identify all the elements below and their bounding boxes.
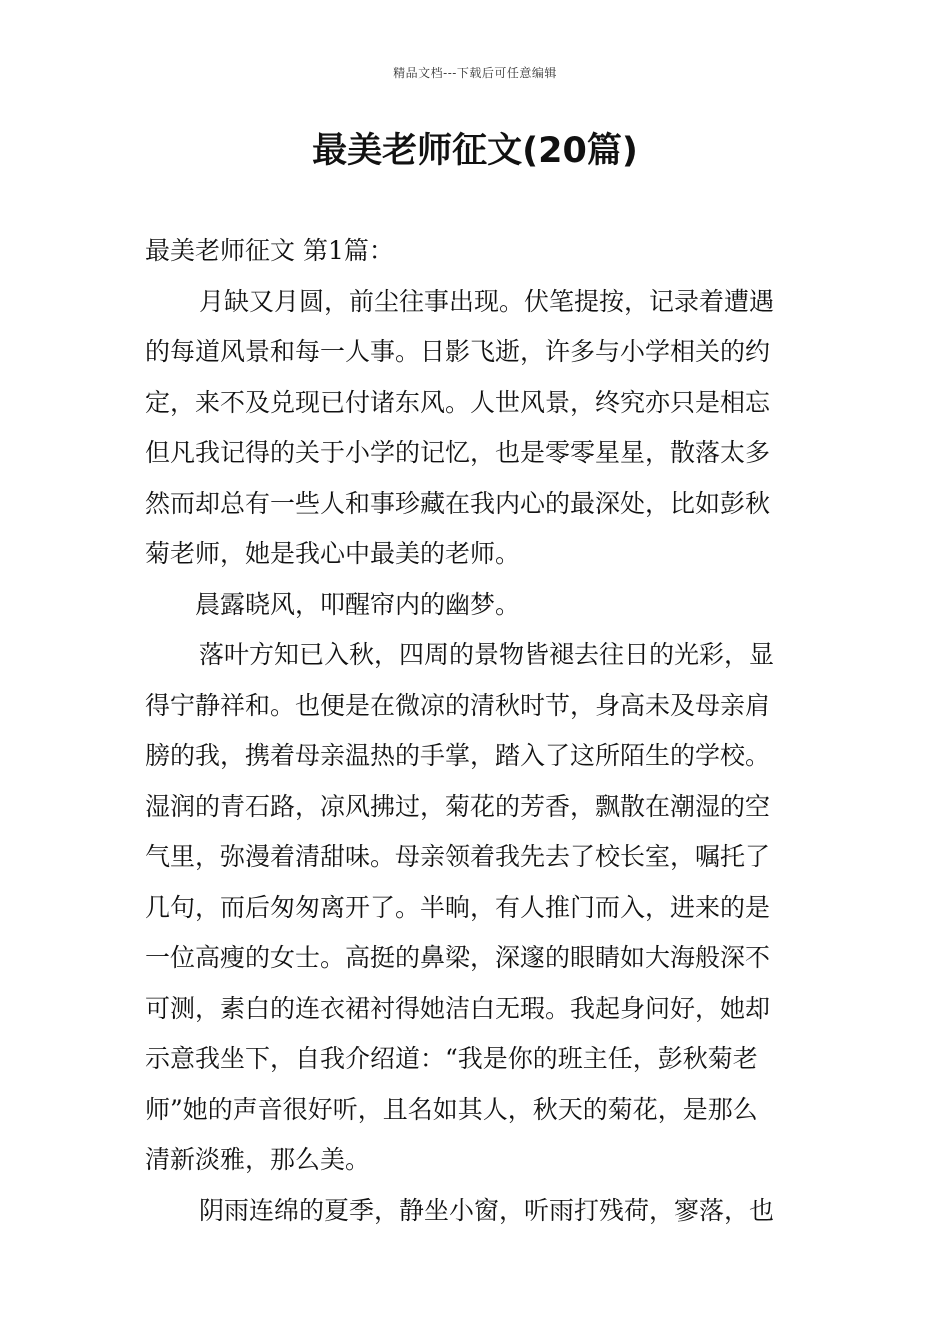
paragraph-line: 师”她的声音很好听，且名如其人，秋天的菊花，是那么 — [145, 1094, 758, 1124]
paragraph-2 — [145, 580, 807, 631]
paragraph-line: 但凡我记得的关于小学的记忆，也是零零星星，散落太多 — [145, 438, 771, 467]
paragraph-line: 清新淡雅，那么美。 — [145, 1145, 371, 1174]
paragraph-line: 然而却总有一些人和事珍藏在我内心的最深处，比如彭秋 — [145, 488, 771, 518]
paragraph-line: 得宁静祥和。也便是在微凉的清秋时节，身高未及母亲肩 — [145, 690, 771, 720]
paragraph-line: 菊老师，她是我心中最美的老师。 — [145, 539, 521, 568]
paragraph-line: 几句，而后匆匆离开了。半晌，有人推门而入，进来的是 — [145, 892, 771, 922]
paragraph-line: 膀的我，携着母亲温热的手掌，踏入了这所陌生的学校。 — [145, 741, 771, 770]
paragraph-line: 湿润的青石路，凉风拂过，菊花的芳香，飘散在潮湿的空 — [145, 791, 771, 821]
document-body — [145, 226, 807, 1236]
paragraph-3 — [145, 630, 807, 1186]
section-heading: 最美老师征文 第1篇： — [145, 236, 394, 265]
paragraph-1 — [145, 277, 807, 580]
paragraph-line: 定，来不及兑现已付诸东风。人世风景，终究亦只是相忘 — [145, 387, 771, 417]
paragraph-line: 月缺又月圆，前尘往事出现。伏笔提按，记录着遭遇 — [199, 286, 775, 316]
paragraph-line: 阴雨连绵的夏季，静坐小窗，听雨打残荷，寥落，也 — [199, 1195, 775, 1225]
paragraph-line: 晨露晓风，叩醒帘内的幽梦。 — [195, 589, 521, 619]
page-header: 精品文档---下载后可任意编辑 — [393, 66, 557, 80]
paragraph-4 — [145, 1186, 807, 1237]
paragraph-line: 的每道风景和每一人事。日影飞逝，许多与小学相关的约 — [145, 337, 771, 366]
paragraph-line: 一位高瘦的女士。高挺的鼻梁，深邃的眼睛如大海般深不 — [145, 943, 771, 972]
paragraph-line: 气里，弥漫着清甜味。母亲领着我先去了校长室，嘱托了 — [145, 842, 771, 871]
document-title: 最美老师征文(20篇) — [312, 131, 638, 171]
paragraph-line: 示意我坐下，自我介绍道：“我是你的班主任，彭秋菊老 — [145, 1044, 758, 1073]
paragraph-line: 可测，素白的连衣裙衬得她洁白无瑕。我起身问好，她却 — [145, 993, 771, 1023]
paragraph-line: 落叶方知已入秋，四周的景物皆褪去往日的光彩，显 — [199, 640, 775, 669]
